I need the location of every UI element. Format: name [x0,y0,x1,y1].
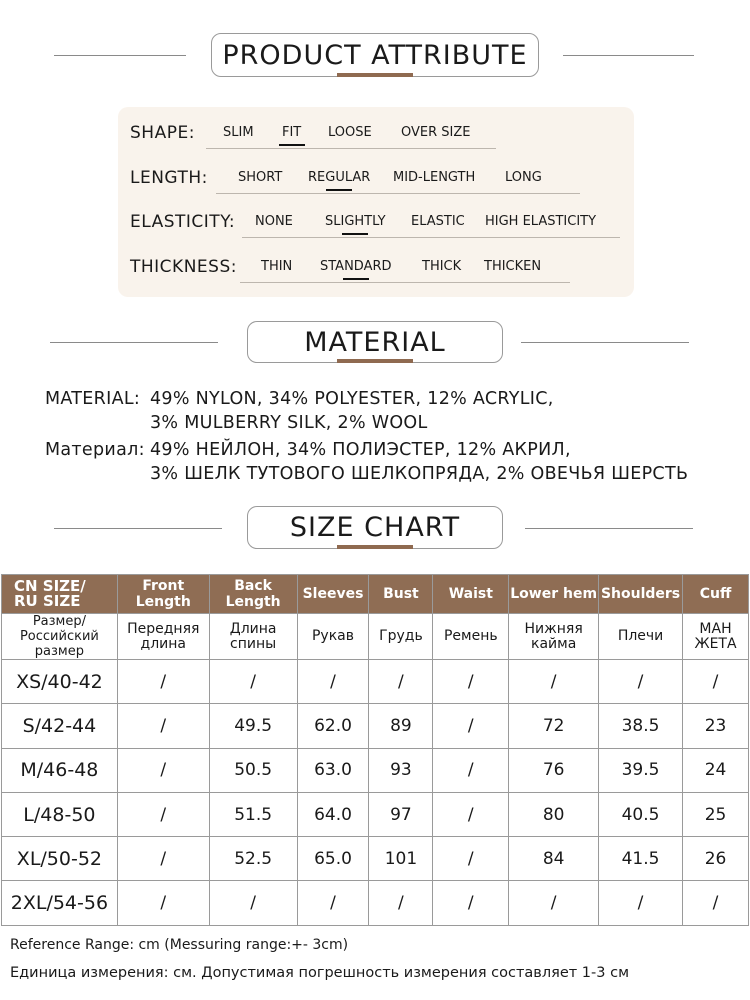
section-title: MATERIAL [247,321,503,363]
attr-row-length [118,164,634,194]
section-header-material [0,321,750,363]
header-cell-en: Sleeves [297,575,369,614]
attr-option-selected: SLIGHTLY [325,214,386,229]
measurement-cell: 76 [509,748,599,792]
measurement-cell: / [297,881,369,925]
measurement-cell: / [599,881,683,925]
measurement-cell: / [433,660,509,704]
measurement-cell: 80 [509,792,599,836]
header-cell-en: Shoulders [599,575,683,614]
attr-row-elasticity [118,208,634,238]
material-ru-line2: 3% ШЕЛК ТУТОВОГО ШЕЛКОПРЯДА, 2% ОВЕЧЬЯ ШЕРСТЬ [150,464,689,484]
material-ru-label: Материал: [45,440,145,460]
table-row [2,660,749,704]
measurement-cell: / [117,837,209,881]
size-cell: XS/40-42 [2,660,118,704]
measurement-cell: / [369,660,433,704]
header-cell-ru: Грудь [369,614,433,660]
table-body [2,660,749,926]
measurement-cell: 93 [369,748,433,792]
header-cell-ru: МАН ЖЕТА [683,614,749,660]
header-cell-ru: Плечи [599,614,683,660]
size-cell: S/42-44 [2,704,118,748]
section-header-size-chart [0,506,750,549]
measurement-cell: / [117,660,209,704]
measurement-cell: / [509,881,599,925]
measurement-cell: / [209,881,297,925]
accent-bar [337,359,413,363]
attr-row-thickness [118,253,634,283]
measurement-cell: 89 [369,704,433,748]
section-header-product-attribute [0,33,750,77]
measurement-cell: 24 [683,748,749,792]
attr-option-selected: REGULAR [308,170,371,185]
measurement-cell: 38.5 [599,704,683,748]
measurement-cell: / [117,881,209,925]
measurement-cell: 52.5 [209,837,297,881]
material-en-line1: 49% NYLON, 34% POLYESTER, 12% ACRYLIC, [150,389,554,409]
size-cell: M/46-48 [2,748,118,792]
measurement-cell: / [433,792,509,836]
divider-right [563,55,694,56]
divider-left [54,55,186,56]
section-title: SIZE CHART [247,506,503,549]
divider-left [50,342,218,343]
measurement-cell: 72 [509,704,599,748]
measurement-cell: 63.0 [297,748,369,792]
measurement-cell: / [509,660,599,704]
attr-option: MID-LENGTH [393,170,476,185]
measurement-cell: / [117,792,209,836]
measurement-cell: / [297,660,369,704]
attr-label: SHAPE: [130,123,195,143]
measurement-cell: / [683,660,749,704]
header-cell-en: Back Length [209,575,297,614]
table-row [2,792,749,836]
attr-option: LOOSE [328,125,372,140]
table-row [2,881,749,925]
divider-right [525,528,693,529]
attr-label: LENGTH: [130,168,208,188]
attr-option: THICKEN [484,259,542,274]
table-row [2,837,749,881]
measurement-cell: / [433,837,509,881]
measurement-cell: 50.5 [209,748,297,792]
measurement-cell: / [433,704,509,748]
material-en-label: MATERIAL: [45,389,141,409]
header-cell-en: CN SIZE/ RU SIZE [2,575,118,614]
attr-option: SLIM [223,125,254,140]
measurement-cell: / [117,704,209,748]
measurement-cell: / [369,881,433,925]
measurement-cell: / [433,881,509,925]
measurement-cell: 84 [509,837,599,881]
header-cell-ru: Длина спины [209,614,297,660]
measurement-cell: 39.5 [599,748,683,792]
attr-option: OVER SIZE [401,125,471,140]
attr-option: ELASTIC [411,214,465,229]
header-cell-ru: Ремень [433,614,509,660]
header-cell-ru: Рукав [297,614,369,660]
divider-left [54,528,222,529]
section-title: PRODUCT ATTRIBUTE [211,33,539,77]
measurement-cell: 64.0 [297,792,369,836]
header-cell-ru: Размер/ Российский размер [2,614,118,660]
accent-bar [337,73,413,77]
attr-option: THICK [422,259,462,274]
attr-option-selected: STANDARD [320,259,392,274]
attr-underline [216,193,580,194]
size-cell: 2XL/54-56 [2,881,118,925]
measurement-cell: / [599,660,683,704]
attr-label: THICKNESS: [130,257,237,277]
attr-option: LONG [505,170,542,185]
header-cell-en: Lower hem [509,575,599,614]
measurement-cell: 40.5 [599,792,683,836]
size-cell: XL/50-52 [2,837,118,881]
measurement-cell: 101 [369,837,433,881]
header-cell-ru: Нижняя кайма [509,614,599,660]
material-ru [45,438,705,488]
measurement-cell: 41.5 [599,837,683,881]
table-row [2,704,749,748]
header-cell-en: Front Length [117,575,209,614]
header-cell-en: Waist [433,575,509,614]
measurement-cell: / [433,748,509,792]
measurement-note-ru: Единица измерения: см. Допустимая погрешность измерения составляет 1-3 см [10,965,630,981]
attr-option: HIGH ELASTICITY [485,214,597,229]
measurement-cell: / [683,881,749,925]
table-header-ru [2,614,749,660]
attr-label: ELASTICITY: [130,212,236,232]
measurement-cell: / [209,660,297,704]
attr-option: THIN [261,259,293,274]
size-cell: L/48-50 [2,792,118,836]
attr-option: SHORT [238,170,283,185]
attr-underline [242,237,620,238]
measurement-cell: 97 [369,792,433,836]
table-row [2,748,749,792]
measurement-cell: 51.5 [209,792,297,836]
header-cell-en: Cuff [683,575,749,614]
header-cell-en: Bust [369,575,433,614]
attr-row-shape [118,119,634,149]
material-en [45,387,705,437]
header-cell-ru: Передняя длина [117,614,209,660]
table-header-en [2,575,749,614]
measurement-cell: 25 [683,792,749,836]
divider-right [521,342,689,343]
measurement-cell: / [117,748,209,792]
measurement-cell: 23 [683,704,749,748]
accent-bar [337,545,413,549]
measurement-cell: 62.0 [297,704,369,748]
attr-option: NONE [255,214,293,229]
attr-underline [206,148,496,149]
material-ru-line1: 49% НЕЙЛОН, 34% ПОЛИЭСТЕР, 12% АКРИЛ, [150,440,571,460]
size-chart-table [1,574,749,926]
measurement-cell: 65.0 [297,837,369,881]
attr-underline [240,282,570,283]
attr-option-selected: FIT [282,125,302,140]
reference-range-note: Reference Range: cm (Messuring range:+- 3cm) [10,937,349,953]
material-en-line2: 3% MULBERRY SILK, 2% WOOL [150,413,428,433]
measurement-cell: 49.5 [209,704,297,748]
product-attribute-panel [118,107,634,297]
measurement-cell: 26 [683,837,749,881]
